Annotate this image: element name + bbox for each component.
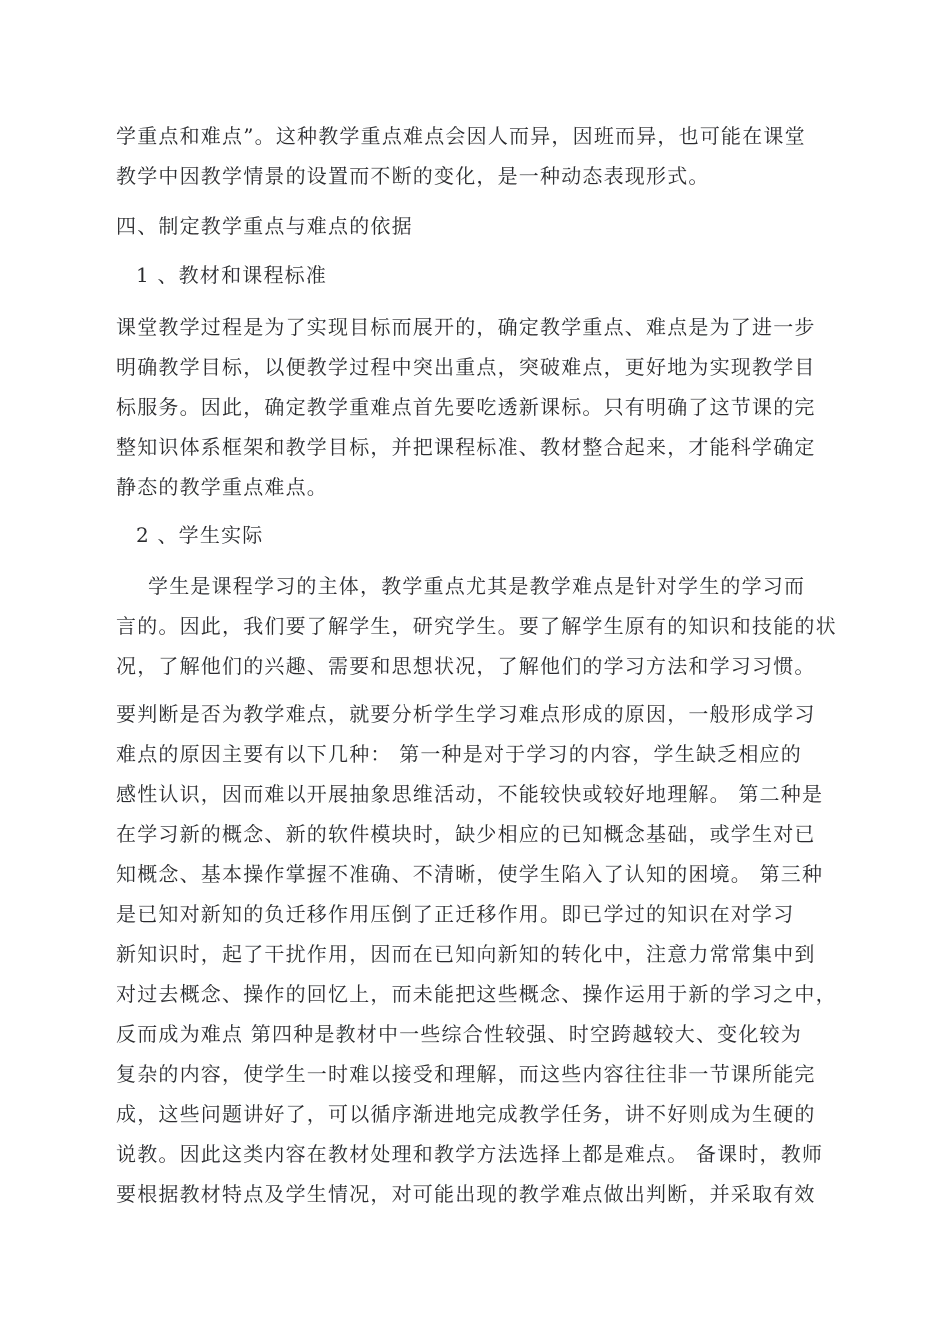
- text-line: 况，了解他们的兴趣、需要和思想状况，了解他们的学习方法和学习习惯。: [116, 654, 816, 678]
- text-line: 静态的教学重点难点。: [116, 475, 328, 499]
- text-line: 课堂教学过程是为了实现目标而展开的，确定教学重点、难点是为了进一步: [116, 315, 816, 339]
- text-line: 对过去概念、操作的回忆上，而未能把这些概念、操作运用于新的学习之中，: [116, 982, 837, 1006]
- text-line: 成，这些问题讲好了，可以循序渐进地完成教学任务，讲不好则成为生硬的: [116, 1102, 816, 1126]
- paragraph-textbook: [116, 307, 836, 507]
- text-line: 要根据教材特点及学生情况，对可能出现的教学难点做出判断，并采取有效: [116, 1182, 816, 1206]
- text-line: 学生是课程学习的主体，教学重点尤其是教学难点是针对学生的学习而: [148, 574, 806, 598]
- text-line: 新知识时，起了干扰作用，因而在已知向新知的转化中，注意力常常集中到: [116, 942, 816, 966]
- text-line: 学重点和难点”。这种教学重点难点会因人而异，因班而异，也可能在课堂: [116, 124, 806, 148]
- text-line: 反而成为难点 第四种是教材中一些综合性较强、时空跨越较大、变化较为: [116, 1022, 802, 1046]
- text-line: 知概念、基本操作掌握不准确、不清晰，使学生陷入了认知的困境。 第三种: [116, 862, 824, 886]
- text-line: 整知识体系框架和教学目标，并把课程标准、教材整合起来，才能科学确定: [116, 435, 816, 459]
- text-line: 明确教学目标，以便教学过程中突出重点，突破难点，更好地为实现教学目: [116, 355, 816, 379]
- paragraph-difficulties: [116, 694, 836, 1214]
- subsection-heading-textbook: 1 、教材和课程标准: [136, 263, 328, 287]
- text-line: 言的。因此，我们要了解学生，研究学生。要了解学生原有的知识和技能的状: [116, 614, 837, 638]
- paragraph-continuation: [116, 116, 836, 196]
- text-line: 教学中因教学情景的设置而不断的变化，是一种动态表现形式。: [116, 164, 710, 188]
- text-line: 难点的原因主要有以下几种： 第一种是对于学习的内容，学生缺乏相应的: [116, 742, 802, 766]
- subsection-heading-students: 2 、学生实际: [136, 523, 264, 547]
- paragraph-students: [116, 566, 836, 686]
- text-line: 感性认识，因而难以开展抽象思维活动，不能较快或较好地理解。 第二种是: [116, 782, 824, 806]
- text-line: 标服务。因此，确定教学重难点首先要吃透新课标。只有明确了这节课的完: [116, 395, 816, 419]
- text-line: 说教。因此这类内容在教材处理和教学方法选择上都是难点。 备课时，教师: [116, 1142, 824, 1166]
- text-line: 复杂的内容，使学生一时难以接受和理解，而这些内容往往非一节课所能完: [116, 1062, 816, 1086]
- text-line: 要判断是否为教学难点，就要分析学生学习难点形成的原因，一般形成学习: [116, 702, 816, 726]
- section-heading: 四、制定教学重点与难点的依据: [116, 214, 413, 238]
- text-line: 是已知对新知的负迁移作用压倒了正迁移作用。即已学过的知识在对学习: [116, 902, 795, 926]
- text-line: 在学习新的概念、新的软件模块时，缺少相应的已知概念基础，或学生对已: [116, 822, 816, 846]
